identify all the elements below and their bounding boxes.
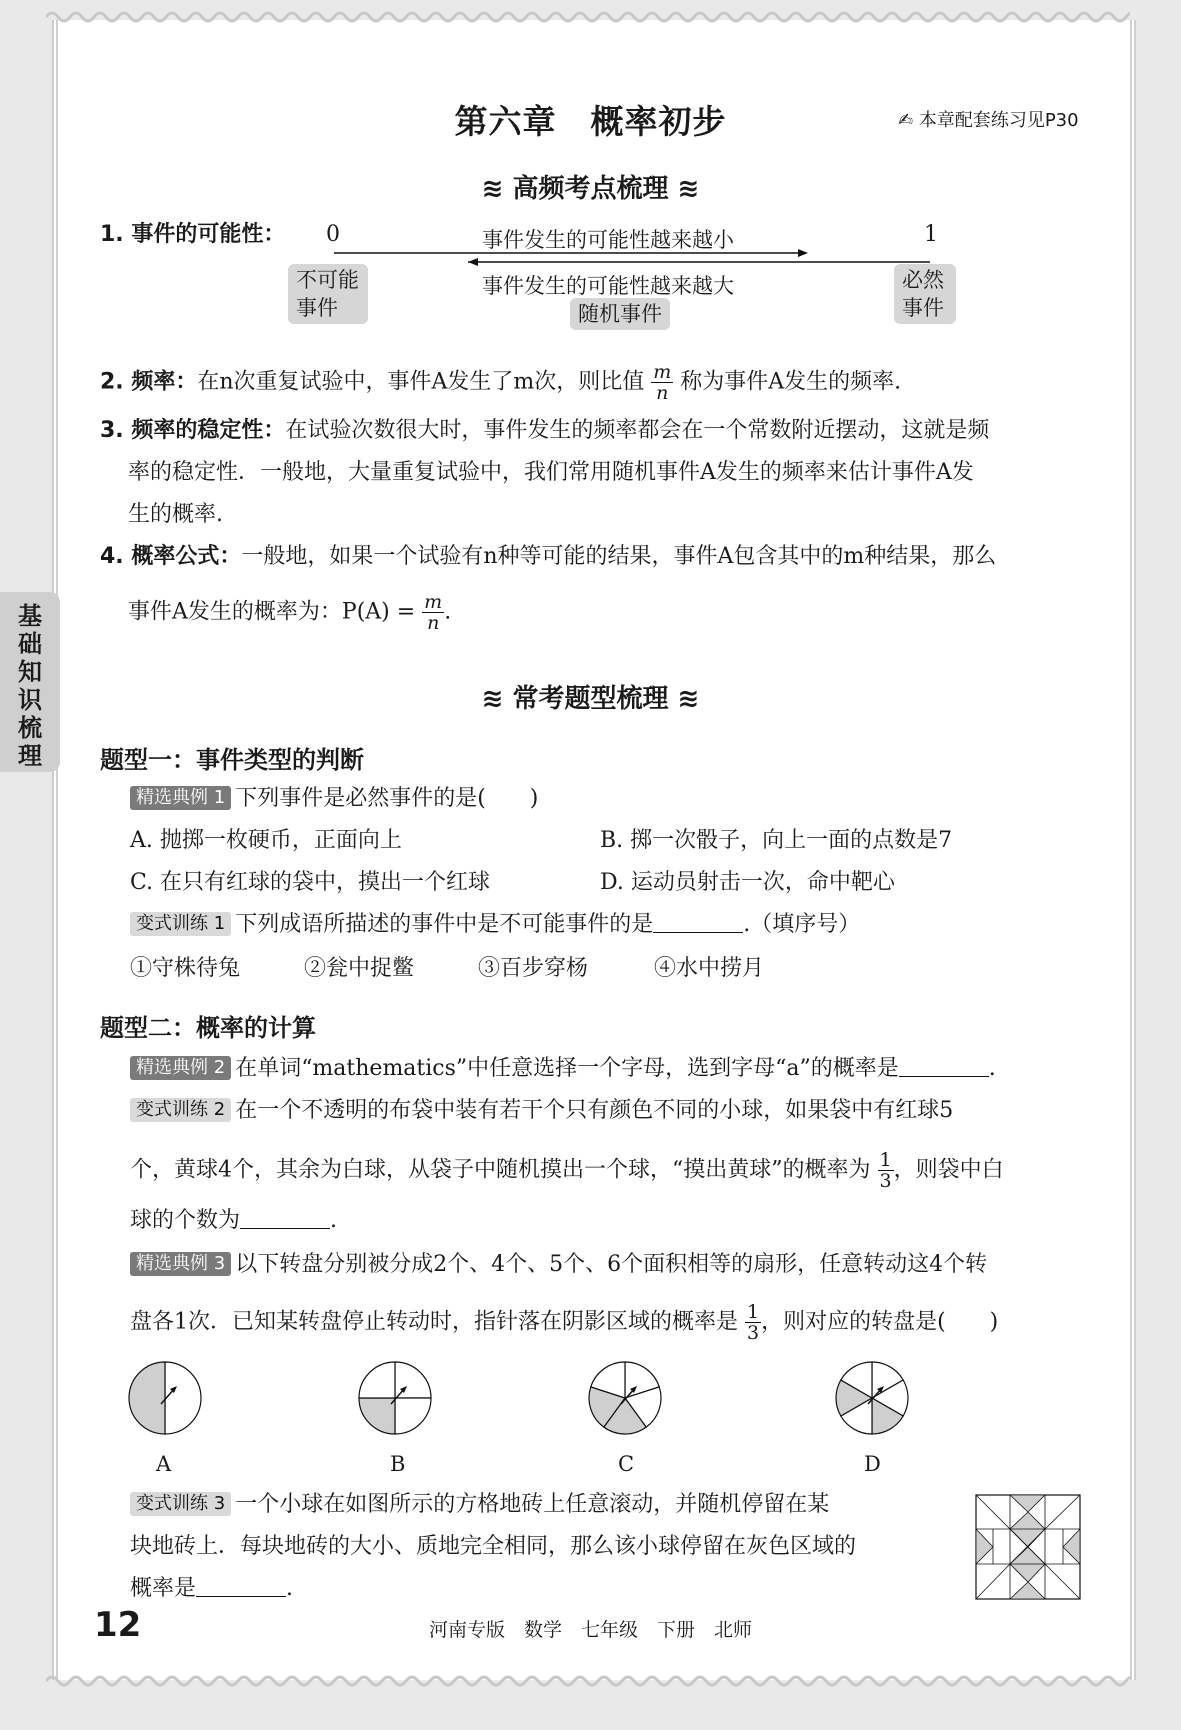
idiom-1: ①守株待兔 (130, 956, 241, 981)
spinner-label-d: D (864, 1452, 881, 1476)
option-d: D. 运动员射击一次，命中靶心 (600, 870, 895, 895)
page-number: 12 (94, 1605, 142, 1645)
fraction-m-over-n: $\frac{m}{n}$ (653, 361, 672, 404)
impossible-event-box: 不可能 事件 (288, 264, 368, 324)
training2-line1: 变式训练 2 在一个不透明的布袋中装有若干个只有颜色不同的小球，如果袋中有红球5 (130, 1096, 953, 1126)
wavy-border-top (46, 8, 1130, 26)
option-a: A. 抛掷一枚硬币，正面向上 (130, 828, 402, 853)
item3-line1: 3. 频率的稳定性：在试验次数很大时，事件发生的频率都会在一个常数附近摆动，这就是频 (100, 418, 990, 443)
item3-line3: 生的概率. (128, 502, 223, 527)
item4-line1: 4. 概率公式：一般地，如果一个试验有n种等可能的结果，事件A包含其中的m种结果，那么 (100, 544, 997, 569)
scale-zero: 0 (326, 222, 340, 247)
spinner-b (359, 1362, 431, 1434)
training2-line3: 球的个数为 . (130, 1208, 338, 1233)
answer-blank[interactable] (240, 1208, 330, 1229)
idiom-4: ④水中捞月 (654, 956, 765, 981)
example3-line2: 盘各1次．已知某转盘停止转动时，指针落在阴影区域的概率是 $\frac{1}{3}$ ，则对应的转盘是( ) (130, 1301, 999, 1344)
tile-grid-diagram (975, 1494, 1081, 1600)
item2-frequency: 2. 频率：在n次重复试验中，事件A发生了m次，则比值 $\frac{m}{n}$ 称为事件A发生的频率. (100, 361, 902, 404)
example3-line1: 精选典例 3 以下转盘分别被分成2个、4个、5个、6个面积相等的扇形，任意转动这4个转 (130, 1250, 987, 1280)
answer-blank[interactable] (196, 1576, 286, 1597)
training3-line3: 概率是 . (130, 1576, 294, 1601)
idiom-3: ③百步穿杨 (478, 956, 589, 981)
training-tag: 变式训练 1 (130, 912, 231, 936)
example-tag: 精选典例 1 (130, 786, 231, 810)
training2-line2: 个，黄球4个，其余为白球，从袋子中随机摸出一个球，“摸出黄球”的概率为 $\frac{1}{3}$ ，则袋中白 (130, 1149, 1004, 1192)
random-event-box: 随机事件 (570, 298, 670, 330)
pen-icon: ✍ (898, 110, 914, 131)
spinner-sector (129, 1362, 165, 1434)
scale-one: 1 (924, 222, 938, 247)
fraction-one-third: $\frac{1}{3}$ (879, 1149, 892, 1192)
answer-blank[interactable] (899, 1056, 989, 1077)
answer-blank[interactable] (653, 912, 743, 933)
chapter-reference: ✍ 本章配套练习见P30 (898, 110, 1079, 131)
example1-question: 精选典例 1 下列事件是必然事件的是( ) (130, 784, 538, 814)
spinner-diagrams (120, 1352, 1120, 1452)
chapter-title: 第六章 概率初步 (454, 102, 727, 141)
arrow-label-increasing: 事件发生的可能性越来越大 (482, 274, 734, 298)
side-tab-basic-knowledge: 基 础 知 识 梳 理 (0, 592, 60, 772)
type2-title: 题型二：概率的计算 (100, 1014, 316, 1042)
fraction-one-third: $\frac{1}{3}$ (747, 1301, 760, 1344)
option-b: B. 掷一次骰子，向上一面的点数是7 (600, 828, 953, 853)
option-c: C. 在只有红球的袋中，摸出一个红球 (130, 870, 491, 895)
arrow-label-decreasing: 事件发生的可能性越来越小 (482, 228, 734, 252)
idiom-2: ②瓮中捉鳖 (304, 956, 415, 981)
spinner-c (589, 1362, 661, 1434)
spinner-a (129, 1362, 201, 1434)
item3-line2: 率的稳定性．一般地，大量重复试验中，我们常用随机事件A发生的频率来估计事件A发 (128, 460, 974, 485)
training1-question: 变式训练 1 下列成语所描述的事件中是不可能事件的是 .（填序号） (130, 910, 860, 940)
type1-title: 题型一：事件类型的判断 (100, 746, 364, 774)
spinner-label-b: B (390, 1452, 406, 1476)
item4-line2: 事件A发生的概率为：P(A) = $\frac{m}{n}$ . (128, 591, 452, 634)
wavy-border-bottom (46, 1672, 1130, 1690)
section-heading-question-types: ≋ 常考题型梳理 ≋ (481, 684, 700, 714)
certain-event-box: 必然 事件 (894, 264, 956, 324)
item1-label: 1. 事件的可能性： (100, 222, 286, 247)
spinner-label-c: C (618, 1452, 635, 1476)
spinner-label-a: A (156, 1452, 172, 1476)
spinner-sector (395, 1398, 431, 1434)
probability-arrows (330, 248, 930, 268)
training3-line2: 块地砖上．每块地砖的大小、质地完全相同，那么该小球停留在灰色区域的 (130, 1534, 857, 1559)
spinner-sector (359, 1362, 395, 1398)
example2-question: 精选典例 2 在单词“mathematics”中任意选择一个字母，选到字母“a”的概率是 . (130, 1054, 996, 1084)
fraction-m-over-n-formula: $\frac{m}{n}$ (424, 591, 443, 634)
section-heading-key-points: ≋ 高频考点梳理 ≋ (481, 174, 700, 204)
training3-line1: 变式训练 3 一个小球在如图所示的方格地砖上任意滚动，并随机停留在某 (130, 1490, 829, 1520)
footer-edition: 河南专版 数学 七年级 下册 北师 (428, 1619, 752, 1641)
spinner-d (836, 1362, 908, 1434)
spinner-sector (165, 1362, 201, 1434)
spinner-sector (359, 1398, 395, 1434)
